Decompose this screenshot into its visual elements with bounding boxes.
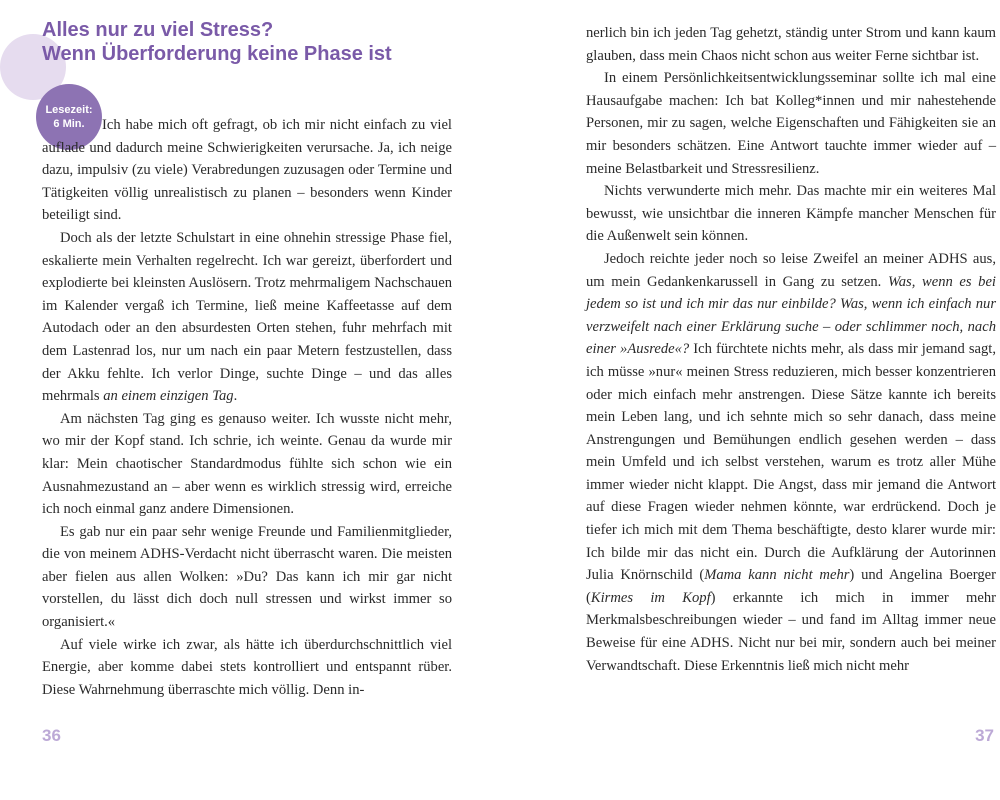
text-run: Jedoch reichte jeder noch so leise Zweifel an meiner ADHS aus, um mein Gedankenkarussell in Gang zu setzen. xyxy=(586,250,996,290)
paragraph: In einem Persönlichkeitsentwicklungsseminar sollte ich mal eine Hausaufgabe machen: Ich bat Kolleg*innen und mir nahestehende Personen, mir zu sagen, welche Eigenschaften und Fähigkeiten sie an mir besonders schätzen. Eine Antwort tauchte immer wieder auf – meine Belastbarkeit und Stressresilienz. xyxy=(586,70,996,177)
paragraph: Ich habe mich oft gefragt, ob ich mir nicht einfach zu viel auflade und dadurch meine Schwierigkeiten verursache. Ja, ich neige dazu, impulsiv (zu viele) Verabredungen zuzusagen oder Termine und Tätigkeiten völlig unrealistisch zu planen – besonders wenn Kinder beteiligt sind. xyxy=(42,117,452,224)
page-number-left: 36 xyxy=(42,726,61,745)
page-number-right: 37 xyxy=(975,726,994,745)
book-title: Kirmes im Kopf xyxy=(590,589,711,606)
text-run: . xyxy=(233,388,238,405)
reading-time-label: Lesezeit: xyxy=(45,104,93,116)
paragraph xyxy=(42,227,452,408)
paragraph: Am nächsten Tag ging es genauso weiter. Ich wusste nicht mehr, wo mir der Kopf stand. Ich schrie, ich weinte. Genau da wurde mir klar: Mein chaotischer Standardmodus fühlte sich schon wie ein Ausnahmezustand an – aber wenn es wirklich stressig wird, erreiche ich noch einmal ganz andere Dimensionen. xyxy=(42,410,452,518)
emphasis-text: an einem einzigen Tag xyxy=(103,388,234,405)
emphasis-text: Was, wenn es bei jedem so ist und ich mir das nur einbilde? Was, wenn ich einfach nur verzweifelt nach einer Erklärung suche – oder schlimmer noch, nach einer »Ausrede«? xyxy=(586,273,996,358)
paragraph: Es gab nur ein paar sehr wenige Freunde und Familienmitglieder, die von meinem ADHS-Verdacht nicht überrascht waren. Die meisten aber fielen aus allen Wolken: »Du? Das kann ich mir gar nicht vorstellen, du lässt dich doch null stressen und wirkst immer so organisiert.« xyxy=(42,523,452,631)
paragraph xyxy=(586,248,996,677)
book-title: Mama kann nicht mehr xyxy=(704,567,850,584)
text-run: ) und Angelina Boerger ( xyxy=(586,567,997,606)
left-text-column xyxy=(42,114,452,701)
text-run: Ich fürchtete nichts mehr, als dass mir jemand sagt, ich müsse »nur« meinen Stress reduzieren, mich besser konzentrieren oder mich einfach mehr anstrengen. Diese Sätze kannte ich bereits mein Leben lang, und ich sehnte mich so sehr danach, dass meine Anstrengungen und Bemühungen endlich gesehen werden – dass mein Umfeld und ich selbst verstehen, warum es trotz aller Mühe immer wieder nicht klappt. Die Angst, dass mir jemand die Antwort auf diese Fragen wieder nehmen könnte, war erdrückend. Doch je tiefer ich mich mit dem Thema beschäftigte, desto klarer wurde mir: Ich bilde mir das nicht ein. Durch die Aufklärung der Autorinnen Julia Knörnschild ( xyxy=(586,341,996,584)
paragraph: Nichts verwunderte mich mehr. Das machte mir ein weiteres Mal bewusst, wie unsichtbar die inneren Kämpfe mancher Menschen für die Außenwelt sein können. xyxy=(586,183,996,245)
right-page xyxy=(500,0,1000,800)
text-run: ) erkannte ich mich in immer mehr Merkmalsbeschreibungen wieder – und fand im Alltag immer neue Beweise für eine ADHS. Nicht nur bei mir, sondern auch bei meiner Verwandtschaft. Diese Erkenntnis ließ mich nicht mehr xyxy=(586,589,996,674)
chapter-title xyxy=(42,18,472,66)
reading-time-value: 6 Min. xyxy=(53,118,85,130)
chapter-title-line-2: Wenn Überforderung keine Phase ist xyxy=(42,43,392,65)
paragraph: nerlich bin ich jeden Tag gehetzt, ständig unter Strom und kann kaum glauben, dass mein Chaos nicht schon aus weiter Ferne sichtbar ist. xyxy=(586,25,996,64)
paragraph: Auf viele wirke ich zwar, als hätte ich überdurchschnittlich viel Energie, aber komme dabei stets kontrolliert und entspannt rüber. Diese Wahrnehmung überraschte mich völlig. Denn in- xyxy=(42,636,452,698)
text-run: Doch als der letzte Schulstart in eine ohnehin stressige Phase fiel, eskalierte mein Verhalten regelrecht. Ich war gereizt, überfordert und explodierte bei kleinsten Auslösern. Trotz mehrmaligem Nachschauen im Kalender vergaß ich Termine, ließ meine Kaffeetasse auf dem Autodach oder an den absurdesten Orten stehen, fuhr mehrfach mit dem Lastenrad los, nur um nach ein paar Metern festzustellen, dass der Akku fehlte. Ich verlor Dinge, suchte Dinge – und das alles mehrmals xyxy=(42,229,452,405)
chapter-title-line-1: Alles nur zu viel Stress? xyxy=(42,19,274,41)
right-text-column xyxy=(586,22,996,677)
